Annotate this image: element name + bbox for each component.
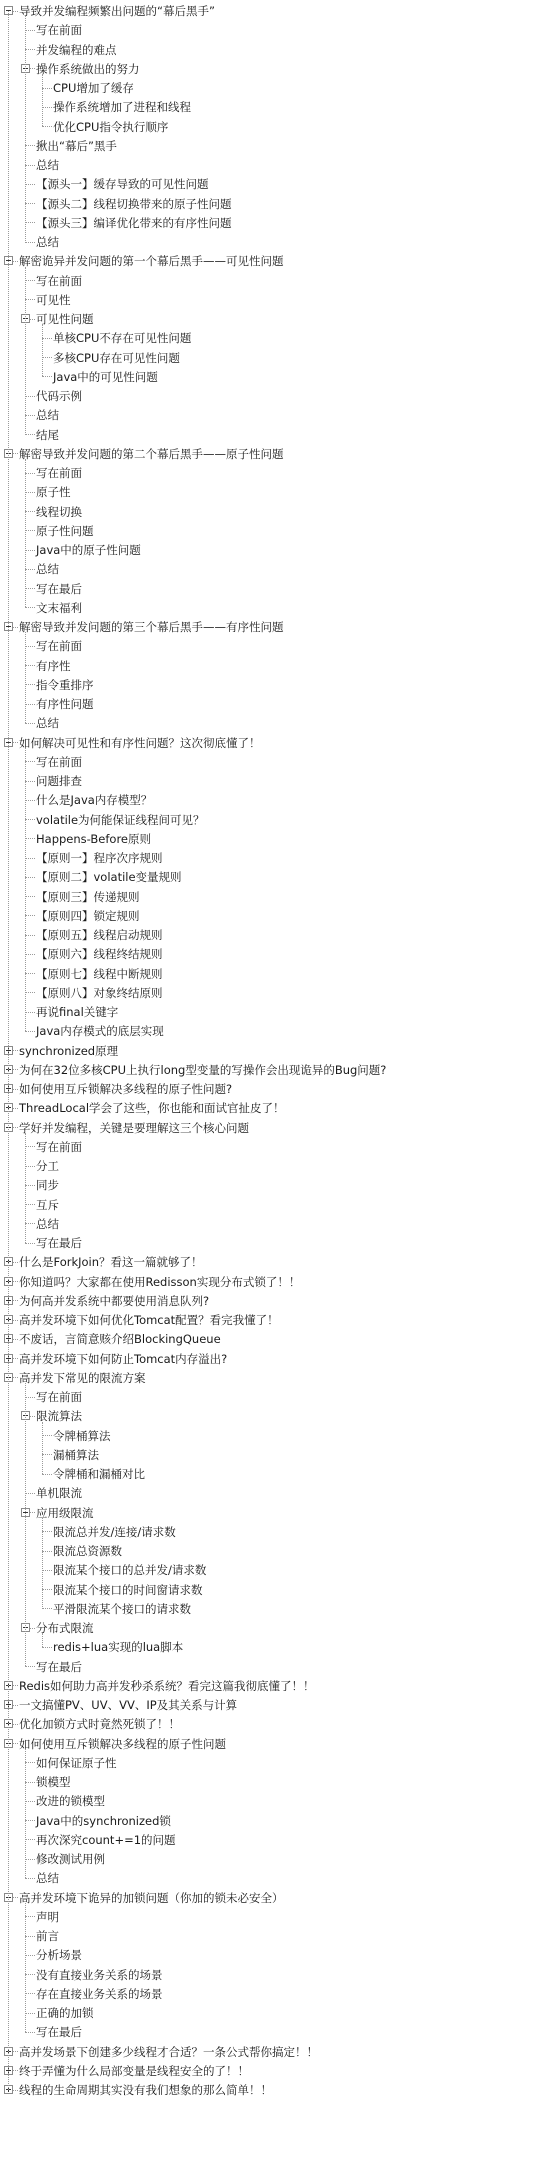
tree-item[interactable] xyxy=(0,1060,553,1080)
tree-item-label[interactable]: 不废话，言简意赅介绍BlockingQueue xyxy=(19,1332,221,1347)
tree-item-label[interactable]: 【源头一】缓存导致的可见性问题 xyxy=(36,177,209,192)
tree-item[interactable] xyxy=(0,1310,553,1330)
tree-item[interactable] xyxy=(0,174,553,194)
tree-guide-line xyxy=(25,1903,26,2032)
tree-item-label[interactable]: Redis如何助力高并发秒杀系统？看完这篇我彻底懂了！！ xyxy=(19,1678,315,1693)
tree-item-label[interactable]: 【原则四】锁定规则 xyxy=(36,908,140,923)
tree-item[interactable] xyxy=(0,309,553,329)
tree-item-label[interactable]: 高并发环境下如何优化Tomcat配置？看完我懂了！ xyxy=(19,1313,279,1327)
tree-item[interactable] xyxy=(0,136,553,156)
tree-item-label[interactable]: Java中的原子性问题 xyxy=(36,543,141,557)
tree-item[interactable] xyxy=(0,617,553,637)
tree-item[interactable] xyxy=(0,829,553,849)
tree-item[interactable] xyxy=(0,1888,553,1908)
tree-guide-line xyxy=(42,324,43,376)
tree-item-label[interactable]: 总结 xyxy=(36,408,59,423)
tree-item[interactable] xyxy=(0,598,553,618)
tree-item-label[interactable]: 平滑限流某个接口的请求数 xyxy=(53,1601,191,1616)
tree-item-label[interactable]: 总结 xyxy=(36,1216,59,1231)
tree-item[interactable] xyxy=(0,1580,553,1600)
tree-item-label[interactable]: 为何高并发系统中都要使用消息队列? xyxy=(19,1293,210,1308)
tree-item-label[interactable]: 解密导致并发问题的第二个幕后黑手——原子性问题 xyxy=(19,446,284,461)
tree-item[interactable] xyxy=(0,117,553,137)
tree-item-label[interactable]: 存在直接业务关系的场景 xyxy=(36,1986,163,2001)
tree-item-label[interactable]: 为何在32位多核CPU上执行long型变量的写操作会出现诡异的Bug问题? xyxy=(19,1062,387,1077)
tree-item-label[interactable]: 问题排查 xyxy=(36,774,82,788)
tree-item-label[interactable]: Happens-Before原则 xyxy=(36,831,151,846)
tree-item-label[interactable]: 令牌桶和漏桶对比 xyxy=(53,1467,145,1481)
tree-item[interactable] xyxy=(0,2003,553,2023)
tree-item-label[interactable]: CPU增加了缓存 xyxy=(53,81,134,95)
tree-item[interactable] xyxy=(0,1002,553,1022)
tree-item[interactable] xyxy=(0,1214,553,1234)
tree-item-label[interactable]: 分析场景 xyxy=(36,1948,82,1963)
tree-item[interactable] xyxy=(0,1329,553,1349)
tree-item[interactable] xyxy=(0,713,553,733)
tree-item[interactable] xyxy=(0,656,553,676)
tree-item-label[interactable]: 线程切换 xyxy=(36,504,82,519)
tree-item[interactable] xyxy=(0,1772,553,1792)
tree-item[interactable] xyxy=(0,155,553,175)
tree-item-label[interactable]: 如何使用互斥锁解决多线程的原子性问题 xyxy=(19,1736,226,1751)
tree-item[interactable] xyxy=(0,482,553,502)
tree-item-label[interactable]: synchronized原理 xyxy=(19,1043,119,1058)
tree-item[interactable] xyxy=(0,1041,553,1061)
tree-item[interactable] xyxy=(0,964,553,984)
tree-item[interactable] xyxy=(0,887,553,907)
tree-item[interactable] xyxy=(0,1406,553,1426)
tree-item[interactable] xyxy=(0,1560,553,1580)
tree-item[interactable] xyxy=(0,1791,553,1811)
tree-item[interactable] xyxy=(0,944,553,964)
tree-item-label[interactable]: 写在前面 xyxy=(36,23,82,38)
tree-item[interactable] xyxy=(0,1676,553,1696)
tree-item-label[interactable]: 你知道吗？大家都在使用Redisson实现分布式锁了！！ xyxy=(19,1274,301,1289)
tree-item-label[interactable]: 学好并发编程，关键是要理解这三个核心问题 xyxy=(19,1120,249,1135)
tree-item-label[interactable]: 终于弄懂为什么局部变量是线程安全的了！！ xyxy=(19,2063,249,2078)
tree-item-label[interactable]: 如何保证原子性 xyxy=(36,1755,117,1770)
tree-item-label[interactable]: 限流某个接口的总并发/请求数 xyxy=(53,1563,207,1578)
tree-item-label[interactable]: 什么是ForkJoin？看这一篇就够了！ xyxy=(19,1255,203,1270)
tree-item-label[interactable]: 操作系统增加了进程和线程 xyxy=(53,100,191,115)
tree-item[interactable] xyxy=(0,1272,553,1292)
tree-item[interactable] xyxy=(0,1926,553,1946)
tree-guide-line xyxy=(25,16,26,241)
tree-item-label[interactable]: 原子性 xyxy=(36,485,71,500)
tree-item[interactable] xyxy=(0,1868,553,1888)
tree-item[interactable] xyxy=(0,1195,553,1215)
tree-item[interactable] xyxy=(0,2061,553,2081)
tree-item[interactable] xyxy=(0,1483,553,1503)
tree-guide-line xyxy=(25,632,26,723)
tree-item[interactable] xyxy=(0,1907,553,1927)
tree-item[interactable] xyxy=(0,78,553,98)
tree-item[interactable] xyxy=(0,1156,553,1176)
tree-item[interactable] xyxy=(0,425,553,445)
tree-item[interactable] xyxy=(0,1714,553,1734)
tree-item-label[interactable]: 并发编程的难点 xyxy=(36,42,117,57)
tree-item[interactable] xyxy=(0,232,553,252)
tree-item[interactable] xyxy=(0,694,553,714)
tree-item-label[interactable]: 分工 xyxy=(36,1159,59,1173)
tree-item-label[interactable]: 导致并发编程频繁出问题的“幕后黑手” xyxy=(19,4,215,18)
tree-item-label[interactable]: 总结 xyxy=(36,562,59,577)
tree-item-label[interactable]: 限流总并发/连接/请求数 xyxy=(53,1524,176,1539)
tree-item[interactable] xyxy=(0,348,553,368)
tree-item-label[interactable]: 指令重排序 xyxy=(36,677,94,692)
tree-item-label[interactable]: 写在前面 xyxy=(36,466,82,480)
tree-item-label[interactable]: ThreadLocal学会了这些，你也能和面试官扯皮了！ xyxy=(19,1101,285,1116)
tree-item-label[interactable]: 解密诡异并发问题的第一个幕后黑手——可见性问题 xyxy=(19,254,284,269)
tree-item-label[interactable]: 如何使用互斥锁解决多线程的原子性问题? xyxy=(19,1082,233,1096)
tree-item[interactable] xyxy=(0,1291,553,1311)
tree-item[interactable] xyxy=(0,1175,553,1195)
tree-item[interactable] xyxy=(0,367,553,387)
tree-item-label[interactable]: 正确的加锁 xyxy=(36,2006,94,2020)
tree-item[interactable] xyxy=(0,925,553,945)
tree-item-label[interactable]: 总结 xyxy=(36,716,59,731)
tree-item-label[interactable]: 【原则八】对象终结原则 xyxy=(36,985,163,1000)
tree-item[interactable] xyxy=(0,1984,553,2004)
tree-item[interactable] xyxy=(0,1657,553,1677)
tree-item[interactable] xyxy=(0,251,553,271)
tree-item[interactable] xyxy=(0,675,553,695)
tree-item-label[interactable]: Java中的可见性问题 xyxy=(53,369,158,384)
tree-item-label[interactable]: 结尾 xyxy=(36,427,59,442)
tree-item-label[interactable]: 单机限流 xyxy=(36,1486,82,1501)
tree-item-label[interactable]: 什么是Java内存模型？ xyxy=(36,793,153,808)
tree-item[interactable] xyxy=(0,405,553,425)
tree-item-label[interactable]: 再说final关键字 xyxy=(36,1005,119,1019)
tree-item-label[interactable]: 一文搞懂PV、UV、VV、IP及其关系与计算 xyxy=(19,1698,238,1712)
tree-item[interactable] xyxy=(0,1387,553,1407)
tree-item-label[interactable]: 写在前面 xyxy=(36,273,82,288)
tree-item[interactable] xyxy=(0,40,553,60)
tree-item-label[interactable]: 代码示例 xyxy=(36,389,82,403)
tree-item-label[interactable]: 没有直接业务关系的场景 xyxy=(36,1967,163,1982)
tree-item[interactable] xyxy=(0,271,553,291)
tree-item-label[interactable]: 漏桶算法 xyxy=(53,1447,99,1462)
tree-item[interactable] xyxy=(0,1118,553,1138)
tree-item-label[interactable]: 改进的锁模型 xyxy=(36,1794,105,1809)
tree-item[interactable] xyxy=(0,328,553,348)
tree-item-label[interactable]: 写在前面 xyxy=(36,754,82,769)
tree-item[interactable] xyxy=(0,444,553,464)
tree-item-label[interactable]: 线程的生命周期其实没有我们想象的那么简单！！ xyxy=(19,2083,272,2097)
tree-item-label[interactable]: 写在最后 xyxy=(36,581,82,596)
tree-item-label[interactable]: 写在最后 xyxy=(36,1236,82,1250)
tree-item-label[interactable]: 限流某个接口的时间窗请求数 xyxy=(53,1582,203,1597)
tree-item[interactable] xyxy=(0,1503,553,1523)
tree-item-label[interactable]: 锁模型 xyxy=(36,1775,71,1789)
tree-item[interactable] xyxy=(0,790,553,810)
tree-item-label[interactable]: 【原则一】程序次序规则 xyxy=(36,851,163,865)
tree-item-label[interactable]: 写在最后 xyxy=(36,1659,82,1674)
tree-item-label[interactable]: 文末福利 xyxy=(36,600,82,615)
tree-item[interactable] xyxy=(0,1618,553,1638)
tree-item[interactable] xyxy=(0,1849,553,1869)
tree-guide-line xyxy=(25,1749,26,1878)
tree-item-label[interactable]: 再次深究count+=1的问题 xyxy=(36,1832,176,1847)
tree-guide-line xyxy=(42,74,43,126)
tree-item-label[interactable]: 【原则七】线程中断规则 xyxy=(36,966,163,981)
tree-item[interactable] xyxy=(0,1079,553,1099)
tree-item-label[interactable]: 优化CPU指令执行顺序 xyxy=(53,119,169,134)
tree-item[interactable] xyxy=(0,1426,553,1446)
tree-item-label[interactable]: 总结 xyxy=(36,1871,59,1886)
tree-item[interactable] xyxy=(0,733,553,753)
tree-item[interactable] xyxy=(0,1368,553,1388)
tree-item-label[interactable]: 可见性 xyxy=(36,292,71,307)
tree-item-label[interactable]: 解密导致并发问题的第三个幕后黑手——有序性问题 xyxy=(19,620,284,634)
tree-item-label[interactable]: 写在前面 xyxy=(36,1390,82,1404)
tree-item[interactable] xyxy=(0,771,553,791)
tree-item-label[interactable]: 【原则五】线程启动规则 xyxy=(36,928,163,942)
tree-guide-line xyxy=(25,1133,26,1243)
tree-item-label[interactable]: 写在最后 xyxy=(36,2025,82,2040)
tree-guide-line xyxy=(42,1422,43,1474)
tree-item[interactable] xyxy=(0,1541,553,1561)
tree-item-label[interactable]: 有序性问题 xyxy=(36,697,94,711)
tree-item-label[interactable]: 单核CPU不存在可见性问题 xyxy=(53,331,192,346)
tree-item[interactable] xyxy=(0,521,553,541)
tree-item[interactable] xyxy=(0,1,553,21)
tree-item-label[interactable]: 应用级限流 xyxy=(36,1505,94,1520)
tree-item[interactable] xyxy=(0,194,553,214)
tree-item-label[interactable]: 令牌桶算法 xyxy=(53,1428,111,1443)
tree-item[interactable] xyxy=(0,1252,553,1272)
tree-item[interactable] xyxy=(0,1522,553,1542)
tree-guide-line xyxy=(25,267,26,435)
tree-item-label[interactable]: 限流总资源数 xyxy=(53,1544,122,1558)
tree-item-label[interactable]: 【原则六】线程终结规则 xyxy=(36,947,163,962)
tree-item-label[interactable]: 高并发下常见的限流方案 xyxy=(19,1370,146,1385)
tree-item[interactable] xyxy=(0,1811,553,1831)
tree-item[interactable] xyxy=(0,1137,553,1157)
tree-item[interactable] xyxy=(0,1830,553,1850)
tree-item-label[interactable]: 声明 xyxy=(36,1909,59,1924)
tree-item[interactable] xyxy=(0,867,553,887)
tree-item-label[interactable]: volatile为何能保证线程间可见？ xyxy=(36,812,205,827)
tree-item[interactable] xyxy=(0,1753,553,1773)
tree-item-label[interactable]: 优化加锁方式时竟然死锁了！！ xyxy=(19,1717,180,1732)
tree-guide-line xyxy=(25,748,26,1031)
tree-guide-line xyxy=(25,1383,26,1666)
tree-item-label[interactable]: redis+lua实现的lua脚本 xyxy=(53,1640,184,1655)
tree-item-label[interactable]: Java中的synchronized锁 xyxy=(36,1813,171,1828)
tree-item[interactable] xyxy=(0,97,553,117)
tree-item-label[interactable]: 有序性 xyxy=(36,658,71,673)
tree-item-label[interactable]: 高并发环境下如何防止Tomcat内存溢出? xyxy=(19,1351,228,1366)
tree-item-label[interactable]: 高并发环境下诡异的加锁问题（你加的锁未必安全） xyxy=(19,1890,284,1905)
tree-item[interactable] xyxy=(0,213,553,233)
tree-item[interactable] xyxy=(0,1233,553,1253)
tree-item-label[interactable]: 高并发场景下创建多少线程才合适？一条公式帮你搞定！！ xyxy=(19,2044,318,2059)
tree-item[interactable] xyxy=(0,463,553,483)
tree-item[interactable] xyxy=(0,1945,553,1965)
tree-item-label[interactable]: 同步 xyxy=(36,1178,59,1193)
tree-item-label[interactable]: 原子性问题 xyxy=(36,523,94,538)
tree-item-label[interactable]: 【源头三】编译优化带来的有序性问题 xyxy=(36,215,232,230)
tree-item-label[interactable]: 前言 xyxy=(36,1929,59,1943)
tree-item[interactable] xyxy=(0,2022,553,2042)
tree-item[interactable] xyxy=(0,1734,553,1754)
tree-item[interactable] xyxy=(0,906,553,926)
tree-item-label[interactable]: 如何解决可见性和有序性问题？这次彻底懂了！ xyxy=(19,735,261,750)
tree-item-label[interactable]: 写在前面 xyxy=(36,639,82,654)
tree-item-label[interactable]: 【原则三】传递规则 xyxy=(36,889,140,904)
tree-item[interactable] xyxy=(0,1464,553,1484)
tree-item-label[interactable]: 【源头二】线程切换带来的原子性问题 xyxy=(36,196,232,211)
tree-guide-line xyxy=(42,1518,43,1609)
tree-item[interactable] xyxy=(0,20,553,40)
tree-item[interactable] xyxy=(0,1098,553,1118)
tree-item-label[interactable]: 揪出“幕后”黑手 xyxy=(36,138,117,153)
tree-guide-line xyxy=(42,1633,43,1647)
tree-item[interactable] xyxy=(0,386,553,406)
tree-item[interactable] xyxy=(0,1695,553,1715)
tree-item-label[interactable]: 分布式限流 xyxy=(36,1621,94,1635)
tree-item-label[interactable]: 写在前面 xyxy=(36,1139,82,1154)
tree-item[interactable] xyxy=(0,579,553,599)
tree-item-label[interactable]: 总结 xyxy=(36,158,59,172)
tree-guide-line xyxy=(25,459,26,607)
tree-item[interactable] xyxy=(0,983,553,1003)
tree-item[interactable] xyxy=(0,2042,553,2062)
tree-item[interactable] xyxy=(0,1021,553,1041)
tree-item[interactable] xyxy=(0,1965,553,1985)
tree-item-label[interactable]: 修改测试用例 xyxy=(36,1852,105,1866)
tree-item[interactable] xyxy=(0,1637,553,1657)
tree-item-label[interactable]: 操作系统做出的努力 xyxy=(36,61,140,76)
tree-item[interactable] xyxy=(0,848,553,868)
tree-item[interactable] xyxy=(0,502,553,522)
tree-item[interactable] xyxy=(0,59,553,79)
tree-item[interactable] xyxy=(0,752,553,772)
tree-item[interactable] xyxy=(0,540,553,560)
tree-guide-line xyxy=(8,11,9,2090)
tree-item[interactable] xyxy=(0,636,553,656)
tree-item-label[interactable]: Java内存模式的底层实现 xyxy=(36,1024,164,1039)
tree-item[interactable] xyxy=(0,1599,553,1619)
tree-item-label[interactable]: 互斥 xyxy=(36,1197,59,1212)
tree-item[interactable] xyxy=(0,1349,553,1369)
tree-item-label[interactable]: 可见性问题 xyxy=(36,312,94,326)
tree-item-label[interactable]: 限流算法 xyxy=(36,1409,82,1424)
tree-item[interactable] xyxy=(0,1445,553,1465)
tree-item-label[interactable]: 总结 xyxy=(36,235,59,249)
tree-item-label[interactable]: 【原则二】volatile变量规则 xyxy=(36,870,182,885)
tree-item[interactable] xyxy=(0,810,553,830)
tree-item[interactable] xyxy=(0,290,553,310)
tree-item[interactable] xyxy=(0,559,553,579)
tree-item-label[interactable]: 多核CPU存在可见性问题 xyxy=(53,350,180,365)
tree-item[interactable] xyxy=(0,2080,553,2100)
